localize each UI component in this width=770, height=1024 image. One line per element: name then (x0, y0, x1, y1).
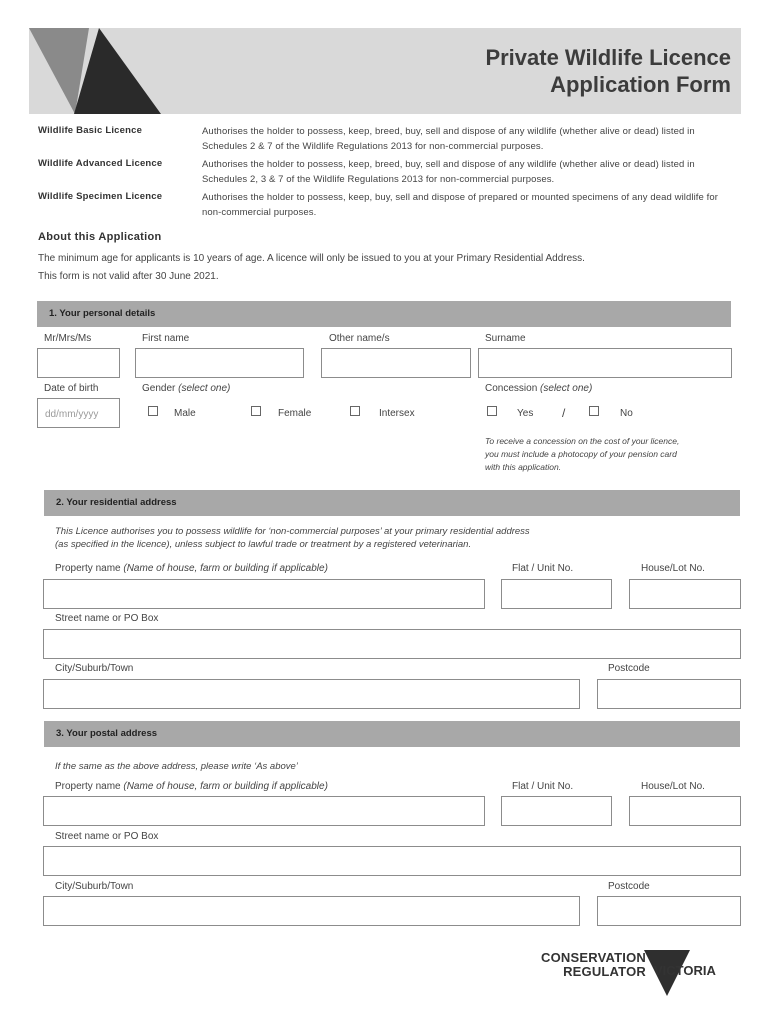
dob-input[interactable] (37, 398, 120, 428)
section-title: 3. Your postal address (56, 728, 158, 739)
concession-separator: / (562, 406, 566, 420)
surname-label: Surname (485, 333, 526, 344)
licence-description: Authorises the holder to possess, keep, buy, sell and dispose of prepared or mounted specimens of any dead wildlife for non-commercial purposes. (202, 192, 719, 218)
gender-intersex-label: Intersex (379, 408, 415, 419)
triangle-logo-icon (29, 28, 164, 114)
gender-female-checkbox[interactable] (251, 406, 261, 416)
dob-placeholder: dd/mm/yyyy (45, 409, 99, 420)
postal-house-lot-input[interactable] (629, 796, 741, 826)
licence-name: Wildlife Specimen Licence (38, 191, 163, 202)
postal-property-name-label: Property name (Name of house, farm or building if applicable) (55, 781, 328, 792)
concession-yes-checkbox[interactable] (487, 406, 497, 416)
about-text: The minimum age for applicants is 10 years of age. A licence will only be issued to you at your Primary Residential Address. (38, 253, 585, 264)
postal-postcode-label: Postcode (608, 881, 650, 892)
postal-postcode-input[interactable] (597, 896, 741, 926)
house-lot-input[interactable] (629, 579, 741, 609)
licence-name: Wildlife Basic Licence (38, 125, 143, 136)
other-names-input[interactable] (321, 348, 471, 378)
concession-no-checkbox[interactable] (589, 406, 599, 416)
postal-street-input[interactable] (43, 846, 741, 876)
concession-yes-label: Yes (517, 408, 534, 419)
concession-label: Concession (select one) (485, 383, 593, 394)
property-name-label: Property name (Name of house, farm or building if applicable) (55, 563, 328, 574)
section-title: 2. Your residential address (56, 497, 177, 508)
title-label: Mr/Mrs/Ms (44, 333, 92, 344)
flat-unit-input[interactable] (501, 579, 612, 609)
postal-flat-unit-input[interactable] (501, 796, 612, 826)
gender-label: Gender (select one) (142, 383, 231, 394)
property-name-input[interactable] (43, 579, 485, 609)
gender-male-label: Male (174, 408, 196, 419)
postal-house-lot-label: House/Lot No. (641, 781, 705, 792)
postal-intro: If the same as the above address, please write ‘As above’ (55, 761, 298, 772)
street-label: Street name or PO Box (55, 613, 159, 624)
house-lot-label: House/Lot No. (641, 563, 705, 574)
other-names-label: Other name/s (329, 333, 390, 344)
city-input[interactable] (43, 679, 580, 709)
dob-label: Date of birth (44, 383, 99, 394)
concession-note: To receive a concession on the cost of your licence, you must include a photocopy of your pension card with this application. (485, 436, 680, 472)
first-name-input[interactable] (135, 348, 304, 378)
street-input[interactable] (43, 629, 741, 659)
conservation-regulator-logo: CONSERVATION REGULATOR (541, 950, 646, 979)
section-residential-address (44, 490, 740, 516)
title-input[interactable] (37, 348, 120, 378)
licence-description: Authorises the holder to possess, keep, breed, buy, sell and dispose of any wildlife (whether alive or dead) listed in Schedules 2, 3 & 7 of the Wildlife Regulations 2013 for non-commercial purposes. (202, 159, 695, 185)
postal-street-label: Street name or PO Box (55, 831, 159, 842)
about-heading: About this Application (38, 231, 162, 243)
postal-flat-unit-label: Flat / Unit No. (512, 781, 574, 792)
residential-intro: This Licence authorises you to possess wildlife for ‘non-commercial purposes’ at your primary residential address (as specified in the licence), unless subject to lawful trade or treatment by a registered veterinarian. (55, 526, 530, 550)
gender-intersex-checkbox[interactable] (350, 406, 360, 416)
licence-name: Wildlife Advanced Licence (38, 158, 163, 169)
about-validity: This form is not valid after 30 June 2021. (38, 271, 219, 282)
city-label: City/Suburb/Town (55, 663, 134, 674)
postcode-label: Postcode (608, 663, 650, 674)
postal-city-input[interactable] (43, 896, 580, 926)
surname-input[interactable] (478, 348, 732, 378)
postal-property-name-input[interactable] (43, 796, 485, 826)
section-title: 1. Your personal details (49, 308, 156, 319)
victoria-logo-text: VICTORIA (654, 963, 716, 978)
licence-description: Authorises the holder to possess, keep, breed, buy, sell and dispose of any wildlife (whether alive or dead) listed in Schedules 2 & 7 of the Wildlife Regulations 2013 for non-commercial purposes. (202, 126, 695, 152)
postcode-input[interactable] (597, 679, 741, 709)
section-personal-details (37, 301, 731, 327)
concession-no-label: No (620, 408, 633, 419)
gender-male-checkbox[interactable] (148, 406, 158, 416)
section-postal-address (44, 721, 740, 747)
flat-unit-label: Flat / Unit No. (512, 563, 574, 574)
gender-female-label: Female (278, 408, 312, 419)
page-title: Private Wildlife Licence Application Form (485, 45, 731, 97)
postal-city-label: City/Suburb/Town (55, 881, 134, 892)
first-name-label: First name (142, 333, 190, 344)
